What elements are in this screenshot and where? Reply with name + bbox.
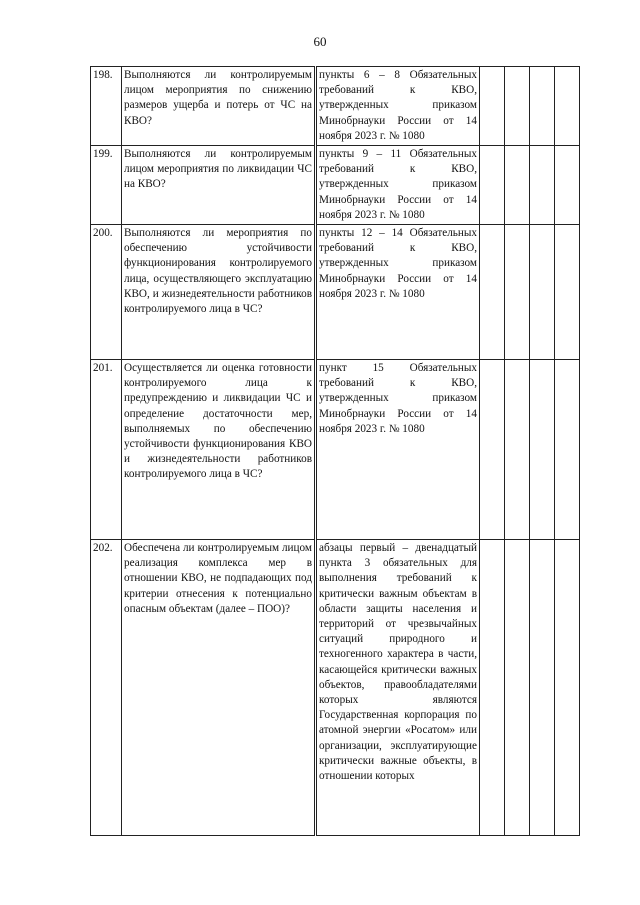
requirements-table: [90, 66, 580, 836]
empty-cell: [505, 146, 530, 225]
empty-cell: [505, 225, 530, 360]
question-cell: Осуществляется ли оценка готовности контролируемого лица к предупреждению и ликвидации ЧС и определение достаточности мер, выполняемых по обеспечению устойчивости функционирования КВО и жизнедеятельности работников контролируемого лица в ЧС?: [122, 360, 316, 540]
reference-cell: пункт 15 Обязательных требований к КВО, утвержденных приказом Минобрнауки России от 14 ноября 2023 г. № 1080: [316, 360, 480, 540]
empty-cell: [530, 146, 555, 225]
row-number: 202.: [91, 540, 122, 836]
question-cell: Выполняются ли контролируемым лицом мероприятия по снижению размеров ущерба и потерь от ЧС на КВО?: [122, 67, 316, 146]
empty-cell: [555, 540, 580, 836]
table-row: [91, 360, 580, 540]
empty-cell: [530, 540, 555, 836]
reference-cell: пункты 6 – 8 Обязательных требований к КВО, утвержденных приказом Минобрнауки России от 14 ноября 2023 г. № 1080: [316, 67, 480, 146]
empty-cell: [555, 146, 580, 225]
empty-cell: [530, 67, 555, 146]
table-row: [91, 225, 580, 360]
reference-cell: абзацы первый – двенадцатый пункта 3 обязательных для выполнения требований к критически важным объектам в области защиты населения и территорий от чрезвычайных ситуаций природного и техногенного характера в части, касающейся критически важных объектов, правообладателями которых являются Государственная корпорация по атомной энергии «Росатом» или организации, эксплуатирующие критически важные объекты, в отношении которых: [316, 540, 480, 836]
empty-cell: [480, 540, 505, 836]
question-cell: Обеспечена ли контролируемым лицом реализация комплекса мер в отношении КВО, не подпадающих под критерии отнесения к потенциально опасным объектам (далее – ПОО)?: [122, 540, 316, 836]
table-row: [91, 146, 580, 225]
question-cell: Выполняются ли контролируемым лицом мероприятия по ликвидации ЧС на КВО?: [122, 146, 316, 225]
empty-cell: [555, 360, 580, 540]
table-row: [91, 540, 580, 836]
empty-cell: [505, 67, 530, 146]
row-number: 200.: [91, 225, 122, 360]
page-number: 60: [313, 34, 327, 49]
empty-cell: [505, 360, 530, 540]
empty-cell: [480, 225, 505, 360]
empty-cell: [530, 360, 555, 540]
table-row: [91, 67, 580, 146]
empty-cell: [480, 360, 505, 540]
row-number: 198.: [91, 67, 122, 146]
empty-cell: [555, 225, 580, 360]
empty-cell: [555, 67, 580, 146]
empty-cell: [480, 67, 505, 146]
reference-cell: пункты 12 – 14 Обязательных требований к КВО, утвержденных приказом Минобрнауки России от 14 ноября 2023 г. № 1080: [316, 225, 480, 360]
empty-cell: [530, 225, 555, 360]
row-number: 199.: [91, 146, 122, 225]
reference-cell: пункты 9 – 11 Обязательных требований к КВО, утвержденных приказом Минобрнауки России от 14 ноября 2023 г. № 1080: [316, 146, 480, 225]
question-cell: Выполняются ли мероприятия по обеспечению устойчивости функционирования контролируемого лица, осуществляющего эксплуатацию КВО, и жизнедеятельности работников контролируемого лица в ЧС?: [122, 225, 316, 360]
empty-cell: [505, 540, 530, 836]
empty-cell: [480, 146, 505, 225]
row-number: 201.: [91, 360, 122, 540]
